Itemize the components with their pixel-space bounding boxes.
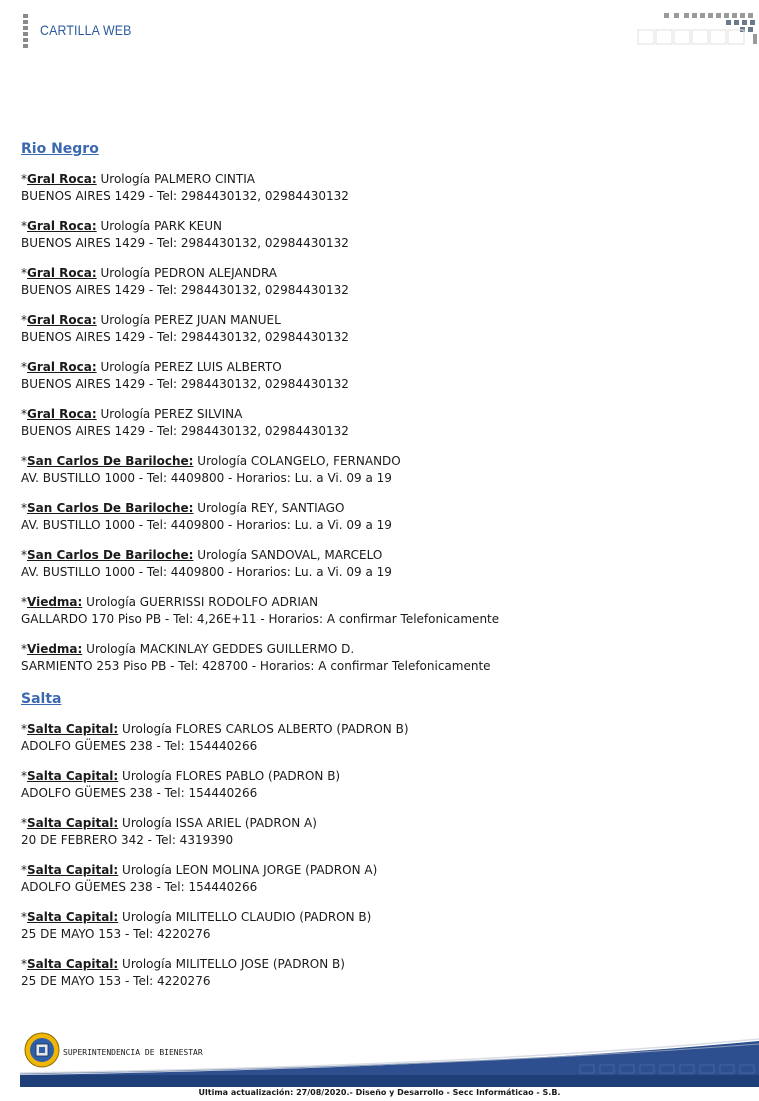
entry-city: Salta Capital:	[27, 769, 119, 783]
entry-city: Salta Capital:	[27, 957, 119, 971]
list-item: *San Carlos De Bariloche: Urología REY, SANTIAGO AV. BUSTILLO 1000 - Tel: 4409800 - Horarios: Lu. a Vi. 09 a 19	[21, 501, 392, 532]
list-item: *San Carlos De Bariloche: Urología SANDOVAL, MARCELO AV. BUSTILLO 1000 - Tel: 4409800 - Horarios: Lu. a Vi. 09 a 19	[21, 548, 392, 579]
entry-address: SARMIENTO 253 Piso PB - Tel: 428700 - Horarios: A confirmar Telefonicamente	[21, 659, 491, 673]
list-item: *Salta Capital: Urología MILITELLO JOSE (PADRON B) 25 DE MAYO 153 - Tel: 4220276	[21, 957, 345, 988]
entry-name: Urología PALMERO CINTIA	[100, 172, 255, 186]
section-rio-negro	[21, 141, 741, 675]
entry-address: 25 DE MAYO 153 - Tel: 4220276	[21, 927, 211, 941]
footer-band	[20, 1035, 759, 1087]
list-item: *Salta Capital: Urología LEON MOLINA JORGE (PADRON A) ADOLFO GÜEMES 238 - Tel: 154440266	[21, 863, 378, 894]
footer-org-name: SUPERINTENDENCIA DE BIENESTAR	[63, 1048, 203, 1057]
entry-city: Viedma:	[27, 595, 83, 609]
section-title[interactable]: Salta	[21, 691, 62, 707]
header-title: CARTILLA WEB	[40, 22, 132, 38]
entry-name: Urología GUERRISSI RODOLFO ADRIAN	[86, 595, 319, 609]
entry-name: Urología MILITELLO CLAUDIO (PADRON B)	[122, 910, 372, 924]
entry-city: Salta Capital:	[27, 910, 119, 924]
entry-name: Urología REY, SANTIAGO	[197, 501, 345, 515]
list-item: *Gral Roca: Urología PALMERO CINTIA BUENOS AIRES 1429 - Tel: 2984430132, 02984430132	[21, 172, 349, 203]
list-item: *Salta Capital: Urología MILITELLO CLAUDIO (PADRON B) 25 DE MAYO 153 - Tel: 4220276	[21, 910, 372, 941]
list-item: *Gral Roca: Urología PEREZ SILVINA BUENOS AIRES 1429 - Tel: 2984430132, 02984430132	[21, 407, 349, 438]
entry-address: ADOLFO GÜEMES 238 - Tel: 154440266	[21, 880, 258, 894]
list-item: *Salta Capital: Urología FLORES PABLO (PADRON B) ADOLFO GÜEMES 238 - Tel: 154440266	[21, 769, 341, 800]
entry-name: Urología FLORES PABLO (PADRON B)	[122, 769, 341, 783]
header-accent-bar	[23, 14, 28, 48]
list-item: *Salta Capital: Urología ISSA ARIEL (PADRON A) 20 DE FEBRERO 342 - Tel: 4319390	[21, 816, 317, 847]
entry-address: BUENOS AIRES 1429 - Tel: 2984430132, 02984430132	[21, 330, 349, 344]
entry-name: Urología PEDRON ALEJANDRA	[100, 266, 277, 280]
entry-address: 25 DE MAYO 153 - Tel: 4220276	[21, 974, 211, 988]
entry-city: San Carlos De Bariloche:	[27, 501, 194, 515]
entry-name: Urología COLANGELO, FERNANDO	[197, 454, 401, 468]
entry-address: ADOLFO GÜEMES 238 - Tel: 154440266	[21, 786, 258, 800]
entry-address: AV. BUSTILLO 1000 - Tel: 4409800 - Horarios: Lu. a Vi. 09 a 19	[21, 565, 392, 579]
list-item: *Viedma: Urología MACKINLAY GEDDES GUILLERMO D. SARMIENTO 253 Piso PB - Tel: 428700 - Horarios: A confirmar Telefonicamente	[21, 642, 491, 673]
entry-city: Salta Capital:	[27, 816, 119, 830]
entry-address: GALLARDO 170 Piso PB - Tel: 4,26E+11 - Horarios: A confirmar Telefonicamente	[21, 612, 500, 626]
list-item: *Gral Roca: Urología PEDRON ALEJANDRA BUENOS AIRES 1429 - Tel: 2984430132, 02984430132	[21, 266, 349, 297]
entry-city: San Carlos De Bariloche:	[27, 548, 194, 562]
entry-name: Urología MACKINLAY GEDDES GUILLERMO D.	[86, 642, 355, 656]
entry-name: Urología ISSA ARIEL (PADRON A)	[122, 816, 317, 830]
entry-name: Urología SANDOVAL, MARCELO	[197, 548, 383, 562]
entry-address: BUENOS AIRES 1429 - Tel: 2984430132, 02984430132	[21, 424, 349, 438]
section-salta	[21, 691, 741, 990]
header-decoration	[634, 10, 759, 48]
list-item: *San Carlos De Bariloche: Urología COLANGELO, FERNANDO AV. BUSTILLO 1000 - Tel: 4409800 - Horarios: Lu. a Vi. 09 a 19	[21, 454, 401, 485]
entry-city: Gral Roca:	[27, 360, 97, 374]
entry-city: Gral Roca:	[27, 313, 97, 327]
entry-address: BUENOS AIRES 1429 - Tel: 2984430132, 02984430132	[21, 236, 349, 250]
entry-name: Urología LEON MOLINA JORGE (PADRON A)	[122, 863, 378, 877]
seal-icon	[24, 1032, 60, 1068]
entry-address: BUENOS AIRES 1429 - Tel: 2984430132, 02984430132	[21, 283, 349, 297]
entry-name: Urología MILITELLO JOSE (PADRON B)	[122, 957, 345, 971]
entry-name: Urología PEREZ SILVINA	[100, 407, 243, 421]
entry-name: Urología PARK KEUN	[100, 219, 222, 233]
list-item: *Gral Roca: Urología PEREZ JUAN MANUEL BUENOS AIRES 1429 - Tel: 2984430132, 02984430132	[21, 313, 349, 344]
footer-last-update: Ultima actualización: 27/08/2020.- Diseño y Desarrollo - Secc Informáticao - S.B.	[198, 1088, 561, 1097]
entry-address: BUENOS AIRES 1429 - Tel: 2984430132, 02984430132	[21, 377, 349, 391]
entry-city: Gral Roca:	[27, 407, 97, 421]
list-item: *Salta Capital: Urología FLORES CARLOS ALBERTO (PADRON B) ADOLFO GÜEMES 238 - Tel: 154440266	[21, 722, 409, 753]
entry-address: 20 DE FEBRERO 342 - Tel: 4319390	[21, 833, 234, 847]
entry-address: ADOLFO GÜEMES 238 - Tel: 154440266	[21, 739, 258, 753]
entry-name: Urología PEREZ LUIS ALBERTO	[100, 360, 282, 374]
list-item: *Gral Roca: Urología PEREZ LUIS ALBERTO BUENOS AIRES 1429 - Tel: 2984430132, 02984430132	[21, 360, 349, 391]
entry-name: Urología FLORES CARLOS ALBERTO (PADRON B)	[122, 722, 409, 736]
section-title[interactable]: Rio Negro	[21, 141, 99, 157]
list-item: *Viedma: Urología GUERRISSI RODOLFO ADRIAN GALLARDO 170 Piso PB - Tel: 4,26E+11 - Horarios: A confirmar Telefonicamente	[21, 595, 500, 626]
entry-city: Gral Roca:	[27, 219, 97, 233]
entry-name: Urología PEREZ JUAN MANUEL	[100, 313, 281, 327]
directory-content	[21, 141, 741, 1003]
entry-city: Viedma:	[27, 642, 83, 656]
entry-city: Gral Roca:	[27, 266, 97, 280]
entry-city: Salta Capital:	[27, 722, 119, 736]
entry-address: BUENOS AIRES 1429 - Tel: 2984430132, 02984430132	[21, 189, 349, 203]
entry-city: San Carlos De Bariloche:	[27, 454, 194, 468]
entry-address: AV. BUSTILLO 1000 - Tel: 4409800 - Horarios: Lu. a Vi. 09 a 19	[21, 518, 392, 532]
entry-address: AV. BUSTILLO 1000 - Tel: 4409800 - Horarios: Lu. a Vi. 09 a 19	[21, 471, 392, 485]
list-item: *Gral Roca: Urología PARK KEUN BUENOS AIRES 1429 - Tel: 2984430132, 02984430132	[21, 219, 349, 250]
entry-city: Gral Roca:	[27, 172, 97, 186]
entry-city: Salta Capital:	[27, 863, 119, 877]
